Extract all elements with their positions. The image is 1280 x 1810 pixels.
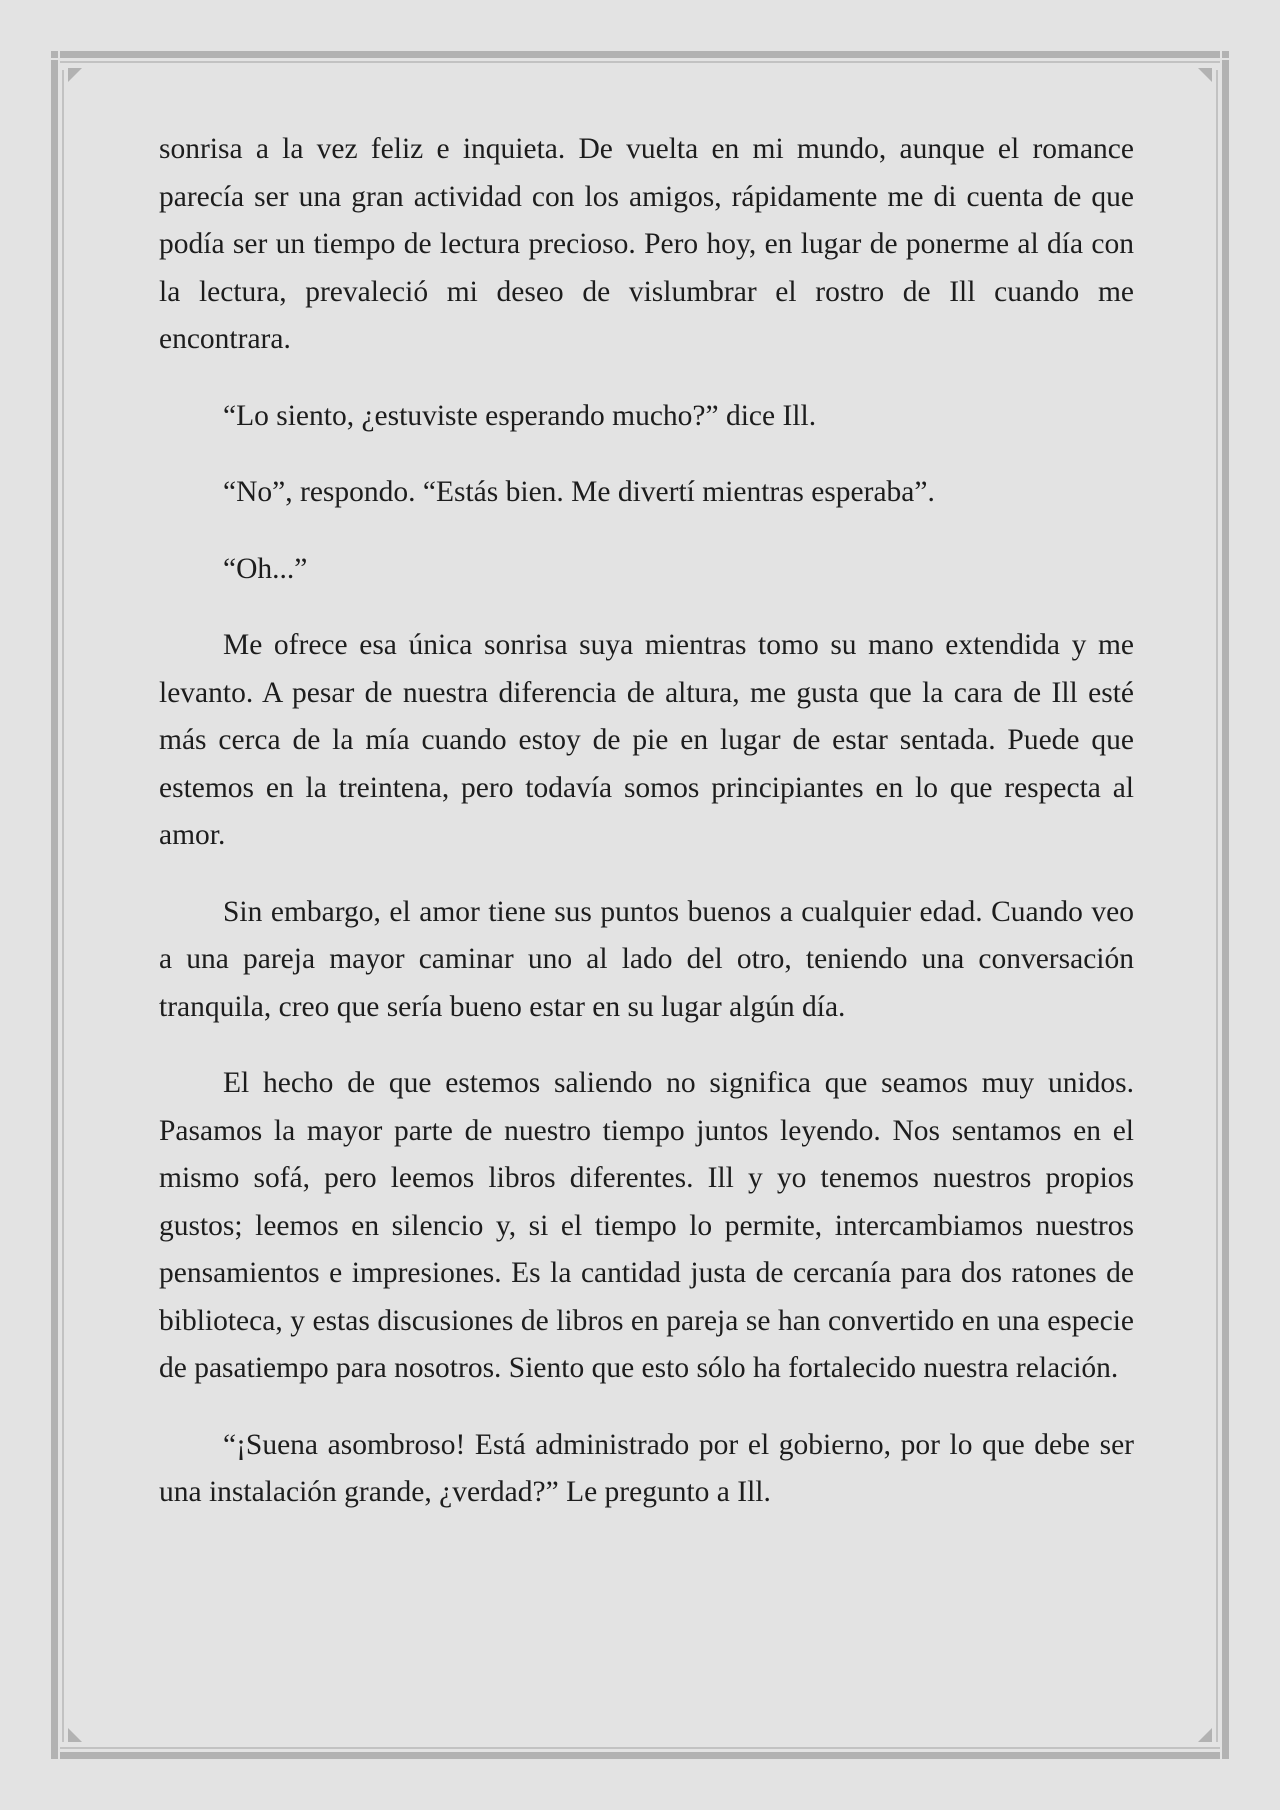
page-body-text <box>159 126 1134 1517</box>
frame-left-border <box>51 60 58 1752</box>
frame-top-inner-line <box>60 61 1220 63</box>
frame-ornament-bottom-right <box>1198 1728 1212 1742</box>
frame-ornament-top-left <box>68 68 82 82</box>
frame-corner-bottom-left <box>51 1752 58 1759</box>
narrative-paragraph: Me ofrece esa única sonrisa suya mientras tomo su mano extendida y me levanto. A pesar de nuestra diferencia de altura, me gusta que la cara de Ill esté más cerca de la mía cuando estoy de pie en lugar de estar sentada. Puede que estemos en la treintena, pero todavía somos principiantes en lo que respecta al amor. <box>159 629 1134 851</box>
dialogue-paragraph: “Lo siento, ¿estuviste esperando mucho?” dice Ill. <box>223 399 817 432</box>
frame-bottom-inner-line <box>60 1747 1220 1749</box>
frame-top-border <box>60 51 1220 58</box>
dialogue-paragraph: “Oh...” <box>223 552 308 585</box>
narrative-paragraph: Sin embargo, el amor tiene sus puntos buenos a cualquier edad. Cuando veo a una pareja mayor caminar uno al lado del otro, teniendo una conversación tranquila, creo que sería bueno estar en su lugar algún día. <box>159 895 1134 1023</box>
dialogue-paragraph: “No”, respondo. “Estás bien. Me divertí mientras esperaba”. <box>223 476 935 508</box>
frame-corner-bottom-right <box>1222 1752 1229 1759</box>
paragraph-continuation: sonrisa a la vez feliz e inquieta. De vuelta en mi mundo, aunque el romance parecía ser una gran actividad con los amigos, rápidamente me di cuenta de que podía ser un tiempo de lectura precioso. Pero hoy, en lugar de ponerme al día con la lectura, prevaleció mi deseo de vislumbrar el rostro de Ill cuando me encontrara. <box>159 133 1134 355</box>
frame-corner-top-right <box>1222 51 1229 58</box>
dialogue-paragraph: “¡Suena asombroso! Está administrado por el gobierno, por lo que debe ser una instalación grande, ¿verdad?” Le pregunto a Ill. <box>159 1428 1134 1508</box>
frame-ornament-top-right <box>1198 68 1212 82</box>
frame-left-inner-line <box>62 70 64 1742</box>
frame-bottom-border <box>60 1752 1220 1759</box>
frame-right-border <box>1222 60 1229 1752</box>
frame-corner-top-left <box>51 51 58 58</box>
frame-right-inner-line <box>1216 70 1218 1742</box>
narrative-paragraph: El hecho de que estemos saliendo no significa que seamos muy unidos. Pasamos la mayor parte de nuestro tiempo juntos leyendo. Nos sentamos en el mismo sofá, pero leemos libros diferentes. Ill y yo tenemos nuestros propios gustos; leemos en silencio y, si el tiempo lo permite, intercambiamos nuestros pensamientos e impresiones. Es la cantidad justa de cercanía para dos ratones de biblioteca, y estas discusiones de libros en pareja se han convertido en una especie de pasatiempo para nosotros. Siento que esto sólo ha fortalecido nuestra relación. <box>159 1067 1134 1384</box>
frame-ornament-bottom-left <box>68 1728 82 1742</box>
